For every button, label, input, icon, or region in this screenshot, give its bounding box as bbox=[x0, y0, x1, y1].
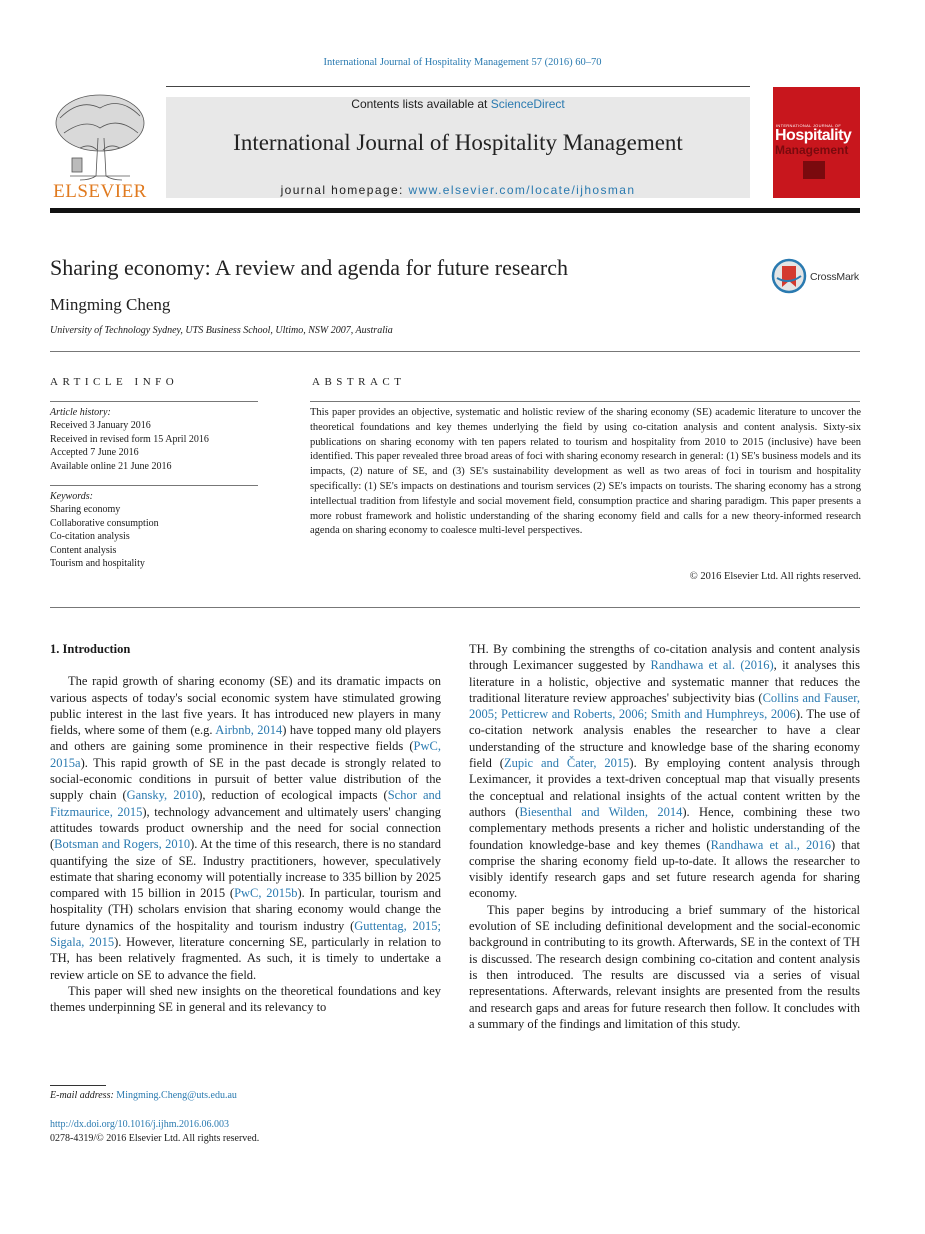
crossmark-label[interactable]: CrossMark bbox=[810, 271, 859, 283]
author-affiliation: University of Technology Sydney, UTS Business School, Ultimo, NSW 2007, Australia bbox=[50, 325, 393, 336]
paragraph-text: ). This rapid growth of SE in the past decade is strongly related to social-economic conditions in pursuit of better value distribution of the supply chain ( bbox=[50, 755, 441, 803]
cover-title: Hospitality bbox=[775, 127, 852, 144]
article-info-heading: ARTICLE INFO bbox=[50, 376, 179, 388]
paragraph bbox=[50, 673, 441, 983]
citation-link[interactable]: Gansky, 2010 bbox=[126, 788, 199, 803]
journal-cover-image[interactable] bbox=[773, 87, 860, 198]
citation-link[interactable]: Zupic and Čater, 2015 bbox=[503, 756, 630, 771]
keyword-item: Tourism and hospitality bbox=[50, 558, 145, 570]
paragraph-text: ) that comprise the sharing economy field up-to-date. It allows the researcher to visibly identify research gaps and set future research agenda for sharing economy. bbox=[469, 837, 860, 901]
citation-link[interactable]: PwC, 2015b bbox=[234, 886, 298, 901]
article-history bbox=[50, 406, 260, 473]
doi-link[interactable]: http://dx.doi.org/10.1016/j.ijhm.2016.06.003 bbox=[50, 1119, 229, 1130]
journal-reference-link[interactable]: International Journal of Hospitality Management 57 (2016) 60–70 bbox=[323, 57, 602, 68]
title-divider bbox=[50, 351, 860, 352]
cover-puzzle-shape bbox=[803, 161, 825, 179]
abstract-text: This paper provides an objective, systematic and holistic review of the sharing economy (SE) academic literature to uncover the theoretical foundations and key themes underlying the field by using co-citation analysis and content analysis. Sixty-six publications on sharing economy with ten papers related to tourism and hospitality from 2010 to 2015 (inclusive) have been identified. This paper revealed three broad areas of foci with sharing economy research in general: (1) SE's business models and its impacts, (2) nature of SE, and (3) SE's sustainability development as well as two areas of foci in tourism and hospitality specifically: (1) SE's impacts on destinations and tourism services (2) SE's impacts on tourists. The sharing economy has a strong intellectual tradition from lifestyle and social movement field, consumption practice and sharing paradigm. This paper presents a more robust framework and holistic understanding of the sharing economy field and calls for a new theory-informed research agenda on sharing economy to coalesce multi-level perspectives. bbox=[310, 407, 861, 537]
cover-top-text: INTERNATIONAL JOURNAL OF bbox=[776, 123, 842, 128]
citation-link[interactable]: Airbnb, 2014 bbox=[215, 723, 283, 738]
body-column-left bbox=[50, 641, 441, 1016]
email-label: E-mail address: bbox=[50, 1090, 117, 1101]
keywords-label: Keywords: bbox=[50, 491, 93, 502]
header-thick-rule bbox=[50, 208, 860, 213]
history-item: Received 3 January 2016 bbox=[50, 420, 151, 432]
body-column-right bbox=[469, 641, 860, 1032]
paragraph-text: This paper begins by introducing a brief summary of the historical evolution of SE including definitional development and the social-economic background in contributing to its growth. Afterwards, SE in the context of TH is discussed. The research design combining co-citation and content analysis is then introduced. The results are discussed via a series of visual representations. Afterwards, relevant insights are presented from the results and research gaps and areas for future research then follow. It concludes with a summary of the findings and limitation of this study. bbox=[469, 902, 860, 1031]
journal-title: International Journal of Hospitality Management bbox=[233, 130, 683, 155]
citation-link[interactable]: Guttentag, 2015; Sigala, 2015 bbox=[50, 918, 442, 950]
article-title: Sharing economy: A review and agenda for future research bbox=[50, 255, 569, 280]
issn-copyright: 0278-4319/© 2016 Elsevier Ltd. All rights reserved. bbox=[50, 1133, 260, 1144]
contents-line bbox=[166, 97, 750, 111]
email-link[interactable]: Mingming.Cheng@uts.edu.au bbox=[116, 1090, 237, 1101]
paragraph bbox=[469, 902, 860, 1032]
paragraph-text: , it analyses this literature in a holistic, objective and systematic manner that reduces the traditional literature review approaches' subjectivity bias ( bbox=[469, 658, 860, 705]
keyword-item: Sharing economy bbox=[50, 504, 121, 516]
paragraph-text: ), technology advancement and ultimately users' changing attitudes towards product ownership and the need for social connection ( bbox=[50, 804, 441, 852]
paragraph-text: This paper will shed new insights on the theoretical foundations and key themes underpinning SE in general and its relevancy to bbox=[50, 983, 441, 1015]
history-label: Article history: bbox=[50, 407, 111, 418]
header-divider bbox=[166, 86, 750, 87]
footnote-email bbox=[50, 1090, 237, 1101]
contents-prefix: Contents lists available at bbox=[351, 97, 491, 111]
abstract-heading: ABSTRACT bbox=[312, 376, 406, 388]
paragraph-text: The rapid growth of sharing economy (SE) and its dramatic impacts on various aspects of today's social economic system have stimulated growing public interest in the last five years. It has introduced new players in many fields, where some of them (e.g. bbox=[50, 674, 441, 738]
citation-link[interactable]: Biesenthal and Wilden, 2014 bbox=[519, 804, 683, 819]
article-info-rule bbox=[50, 401, 258, 402]
keywords-rule bbox=[50, 485, 258, 486]
citation-link[interactable]: Collins and Fauser, 2005; Petticrew and Roberts, 2006; Smith and Humphreys, 2006 bbox=[469, 690, 861, 722]
section-heading-introduction: 1. Introduction bbox=[50, 642, 131, 656]
history-item: Available online 21 June 2016 bbox=[50, 460, 172, 472]
paragraph-continued bbox=[469, 641, 860, 902]
citation-link[interactable]: Schor and Fitzmaurice, 2015 bbox=[50, 788, 441, 819]
elsevier-wordmark: ELSEVIER bbox=[53, 181, 147, 202]
abstract-rule bbox=[310, 401, 860, 402]
paragraph-text: ) have topped many old players and others are gaining some prominence in their respective fields ( bbox=[50, 723, 442, 754]
abstract-divider bbox=[50, 607, 860, 608]
keyword-item: Co-citation analysis bbox=[50, 531, 130, 543]
homepage-link[interactable]: www.elsevier.com/locate/ijhosman bbox=[408, 183, 636, 197]
paragraph-text: ). By employing content analysis through Leximancer, it provides a text-driven conceptual map that visually presents the conceptual and relational insights of the actual content written by the authors ( bbox=[469, 756, 861, 819]
paragraph-text: ), reduction of ecological impacts ( bbox=[198, 788, 388, 803]
keyword-item: Content analysis bbox=[50, 544, 117, 556]
footnote-rule bbox=[50, 1085, 106, 1086]
paragraph-text: ). The use of co-citation network analysis enables the researcher to have a clear understanding of the structure and knowledge base of the sharing economy field ( bbox=[469, 707, 860, 771]
citation-link[interactable]: PwC, 2015a bbox=[50, 739, 441, 770]
history-item: Received in revised form 15 April 2016 bbox=[50, 433, 209, 445]
crossmark-icon[interactable] bbox=[771, 258, 807, 294]
journal-homepage bbox=[166, 183, 750, 197]
history-item: Accepted 7 June 2016 bbox=[50, 447, 139, 459]
sciencedirect-link[interactable]: ScienceDirect bbox=[490, 97, 565, 111]
paragraph-text: TH. By combining the strengths of co-citation analysis and content analysis through Leximancer suggested by bbox=[469, 642, 860, 673]
keywords-block bbox=[50, 490, 260, 570]
abstract-copyright: © 2016 Elsevier Ltd. All rights reserved. bbox=[689, 571, 861, 582]
homepage-prefix: journal homepage: bbox=[280, 183, 409, 197]
keyword-item: Collaborative consumption bbox=[50, 517, 159, 529]
citation-link[interactable]: Randhawa et al., 2016 bbox=[710, 837, 831, 852]
paragraph-text: ). Hence, combining these two complementary methods presents a richer and holistic understanding of the foundation knowledge-base and key themes ( bbox=[469, 804, 860, 852]
citation-link[interactable]: Randhawa et al. (2016) bbox=[650, 658, 774, 673]
cover-title-2: Management bbox=[775, 143, 849, 157]
paragraph-text: ). At the time of this research, there is no standard quantifying the size of SE. Industry practitioners, however, speculatively estimate that sharing economy will potentially increase to 335 billion by 2025 compared with 15 billion in 2015 ( bbox=[50, 837, 441, 901]
paragraph-text: ). In particular, tourism and hospitality (TH) scholars envision that sharing economy would change the future dynamics of the hospitality and tourism industry ( bbox=[50, 886, 441, 933]
paragraph bbox=[50, 983, 441, 1016]
citation-link[interactable]: Botsman and Rogers, 2010 bbox=[54, 837, 191, 852]
author-name[interactable]: Mingming Cheng bbox=[50, 295, 171, 314]
paragraph-text: ). However, literature concerning SE, particularly in relation to TH, has been relatively fragmented. As such, it is timely to undertake a review article on SE to advance the field. bbox=[50, 935, 441, 982]
